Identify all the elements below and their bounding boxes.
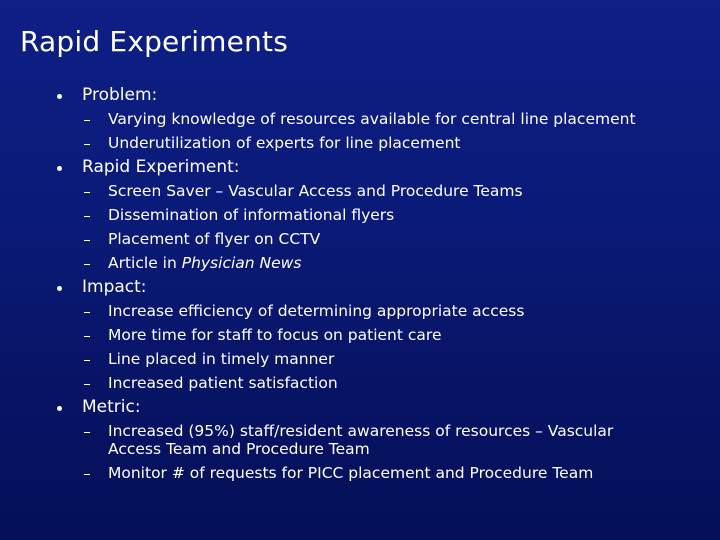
subitem	[0, 323, 720, 347]
subitem	[0, 347, 720, 371]
bullet-label: Impact:	[82, 277, 147, 297]
dash-icon	[84, 432, 90, 433]
bullet-metric	[0, 395, 720, 419]
dash-icon	[84, 384, 90, 385]
subitem	[0, 422, 638, 458]
subitem-text: Increase efficiency of determining appropriate access	[108, 302, 525, 320]
subitem-text: Article in	[108, 254, 182, 272]
dash-icon	[84, 474, 90, 475]
bullet-label: Metric:	[82, 397, 141, 417]
bullet-impact	[0, 275, 720, 299]
dash-icon	[84, 216, 90, 217]
dash-icon	[84, 144, 90, 145]
subitem-text: Increased patient satisfaction	[108, 374, 338, 392]
subitem-text: Increased (95%) staff/resident awareness of resources – Vascular Access Team and Procedure Team	[108, 422, 614, 458]
subitem	[0, 203, 720, 227]
slide-content	[0, 83, 720, 485]
subitem	[0, 131, 720, 155]
dash-icon	[84, 240, 90, 241]
bullet-dot-icon	[57, 286, 62, 291]
subitem-text: Varying knowledge of resources available for central line placement	[108, 110, 636, 128]
bullet-label: Rapid Experiment:	[82, 157, 240, 177]
dash-icon	[84, 360, 90, 361]
subitem-text: More time for staff to focus on patient care	[108, 326, 442, 344]
subitem-text: Placement of flyer on CCTV	[108, 230, 321, 248]
subitem	[0, 179, 720, 203]
dash-icon	[84, 336, 90, 337]
subitem	[0, 461, 720, 485]
dash-icon	[84, 312, 90, 313]
subitem-text: Line placed in timely manner	[108, 350, 335, 368]
bullet-label: Problem:	[82, 85, 158, 105]
dash-icon	[84, 120, 90, 121]
subitem-text: Monitor # of requests for PICC placement and Procedure Team	[108, 464, 594, 482]
dash-icon	[84, 192, 90, 193]
bullet-dot-icon	[57, 94, 62, 99]
subitem	[0, 227, 720, 251]
subitem-text: Dissemination of informational flyers	[108, 206, 395, 224]
subitem	[0, 371, 720, 395]
subitem	[0, 107, 720, 131]
slide-title: Rapid Experiments	[20, 25, 288, 58]
publication-title: Physician News	[181, 254, 302, 272]
subitem-article	[0, 251, 720, 275]
bullet-rapid-experiment	[0, 155, 720, 179]
subitem	[0, 299, 720, 323]
bullet-dot-icon	[57, 406, 62, 411]
subitem-text: Underutilization of experts for line placement	[108, 134, 461, 152]
bullet-problem	[0, 83, 720, 107]
dash-icon	[84, 264, 90, 265]
bullet-dot-icon	[57, 166, 62, 171]
subitem-text: Screen Saver – Vascular Access and Procedure Teams	[108, 182, 523, 200]
